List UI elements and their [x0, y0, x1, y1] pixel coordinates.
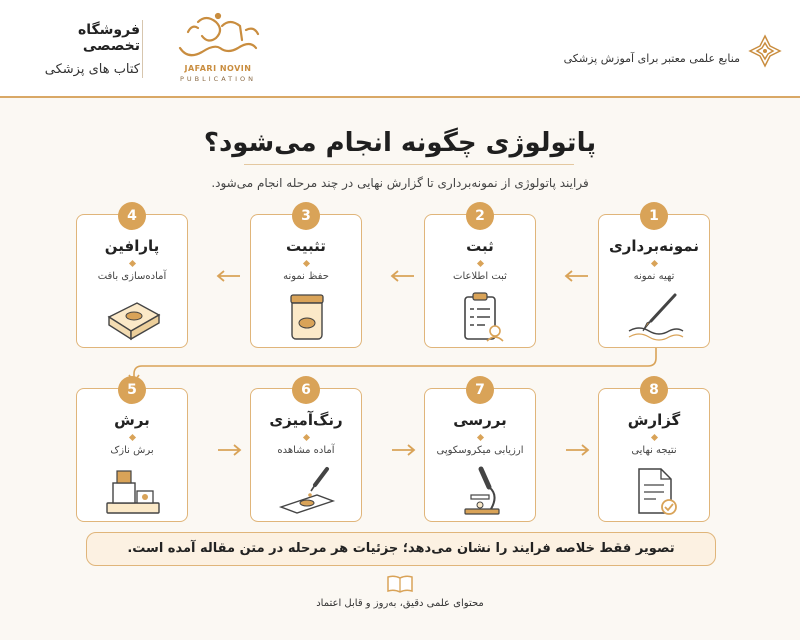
step-card-7[interactable] — [424, 388, 536, 522]
step-card-1[interactable] — [598, 214, 710, 348]
step-number-6: 6 — [292, 376, 320, 404]
book-icon — [386, 574, 414, 594]
step-number-8: 8 — [640, 376, 668, 404]
step-card-2[interactable] — [424, 214, 536, 348]
scalpel-icon — [625, 291, 685, 343]
step-title: رنگ‌آمیزی — [269, 411, 343, 429]
step-divider — [476, 434, 483, 441]
publisher-logo[interactable] — [158, 8, 278, 90]
step-title: تثبیت — [286, 237, 326, 255]
step-card-6[interactable] — [250, 388, 362, 522]
summary-note: تصویر فقط خلاصه فرایند را نشان می‌دهد؛ جزئیات هر مرحله در متن مقاله آمده است. — [86, 532, 716, 566]
microtome-icon — [103, 465, 163, 517]
step-number-4: 4 — [118, 202, 146, 230]
paraffin-block-icon — [103, 291, 163, 343]
step-title: پارافین — [104, 237, 160, 255]
step-card-5[interactable] — [76, 388, 188, 522]
title-underline — [244, 164, 574, 165]
arrow-right-icon — [390, 444, 416, 456]
step-divider — [128, 434, 135, 441]
step-number-1: 1 — [640, 202, 668, 230]
specimen-jar-icon — [277, 291, 337, 343]
step-title: ثبت — [466, 237, 494, 255]
report-icon — [625, 465, 685, 517]
shop-label — [20, 22, 140, 77]
step-subtitle: ارزیابی میکروسکوپی — [436, 445, 524, 456]
step-divider — [302, 434, 309, 441]
dropper-slide-icon — [277, 465, 337, 517]
logo-name: JAFARI NOVIN — [184, 64, 252, 73]
shop-subtitle: کتاب های پزشکی — [44, 62, 140, 77]
arrow-right-icon — [564, 444, 590, 456]
step-title: بررسی — [453, 411, 507, 429]
step-title: برش — [114, 411, 150, 429]
step-card-8[interactable] — [598, 388, 710, 522]
page-title: پاتولوژی چگونه انجام می‌شود؟ — [203, 128, 597, 158]
arrow-left-icon — [390, 270, 416, 282]
step-subtitle: آماده‌سازی بافت — [97, 271, 167, 282]
step-subtitle: تهیه نمونه — [633, 271, 675, 282]
microscope-icon — [451, 465, 511, 517]
row-connector — [120, 348, 680, 384]
step-number-3: 3 — [292, 202, 320, 230]
logo-mark-icon — [158, 8, 278, 64]
step-divider — [650, 434, 657, 441]
clipboard-icon — [451, 291, 511, 343]
step-divider — [650, 260, 657, 267]
header-slogan: منابع علمی معتبر برای آموزش پزشکی — [563, 52, 740, 65]
ornament-icon — [748, 34, 782, 68]
arrow-left-icon — [216, 270, 242, 282]
step-subtitle: ثبت اطلاعات — [453, 271, 507, 282]
step-subtitle: نتیجه نهایی — [631, 445, 677, 456]
shop-title: فروشگاه تخصصی — [77, 22, 140, 54]
arrow-left-icon — [564, 270, 590, 282]
step-number-7: 7 — [466, 376, 494, 404]
step-divider — [302, 260, 309, 267]
step-number-2: 2 — [466, 202, 494, 230]
step-subtitle: برش نازک — [110, 445, 154, 456]
logo-sub: PUBLICATION — [179, 75, 257, 83]
header-separator — [142, 20, 143, 78]
page-subtitle: فرایند پاتولوژی از نمونه‌برداری تا گزارش نهایی در چند مرحله انجام می‌شود. — [211, 176, 589, 190]
step-divider — [128, 260, 135, 267]
step-number-5: 5 — [118, 376, 146, 404]
step-card-3[interactable] — [250, 214, 362, 348]
step-card-4[interactable] — [76, 214, 188, 348]
step-title: گزارش — [627, 411, 681, 429]
footer-text: محتوای علمی دقیق، به‌روز و قابل اعتماد — [316, 598, 484, 609]
arrow-right-icon — [216, 444, 242, 456]
header-divider — [0, 96, 800, 98]
step-title: نمونه‌برداری — [608, 237, 699, 255]
step-subtitle: حفظ نمونه — [283, 271, 329, 282]
step-divider — [476, 260, 483, 267]
step-subtitle: آماده مشاهده — [277, 445, 335, 456]
